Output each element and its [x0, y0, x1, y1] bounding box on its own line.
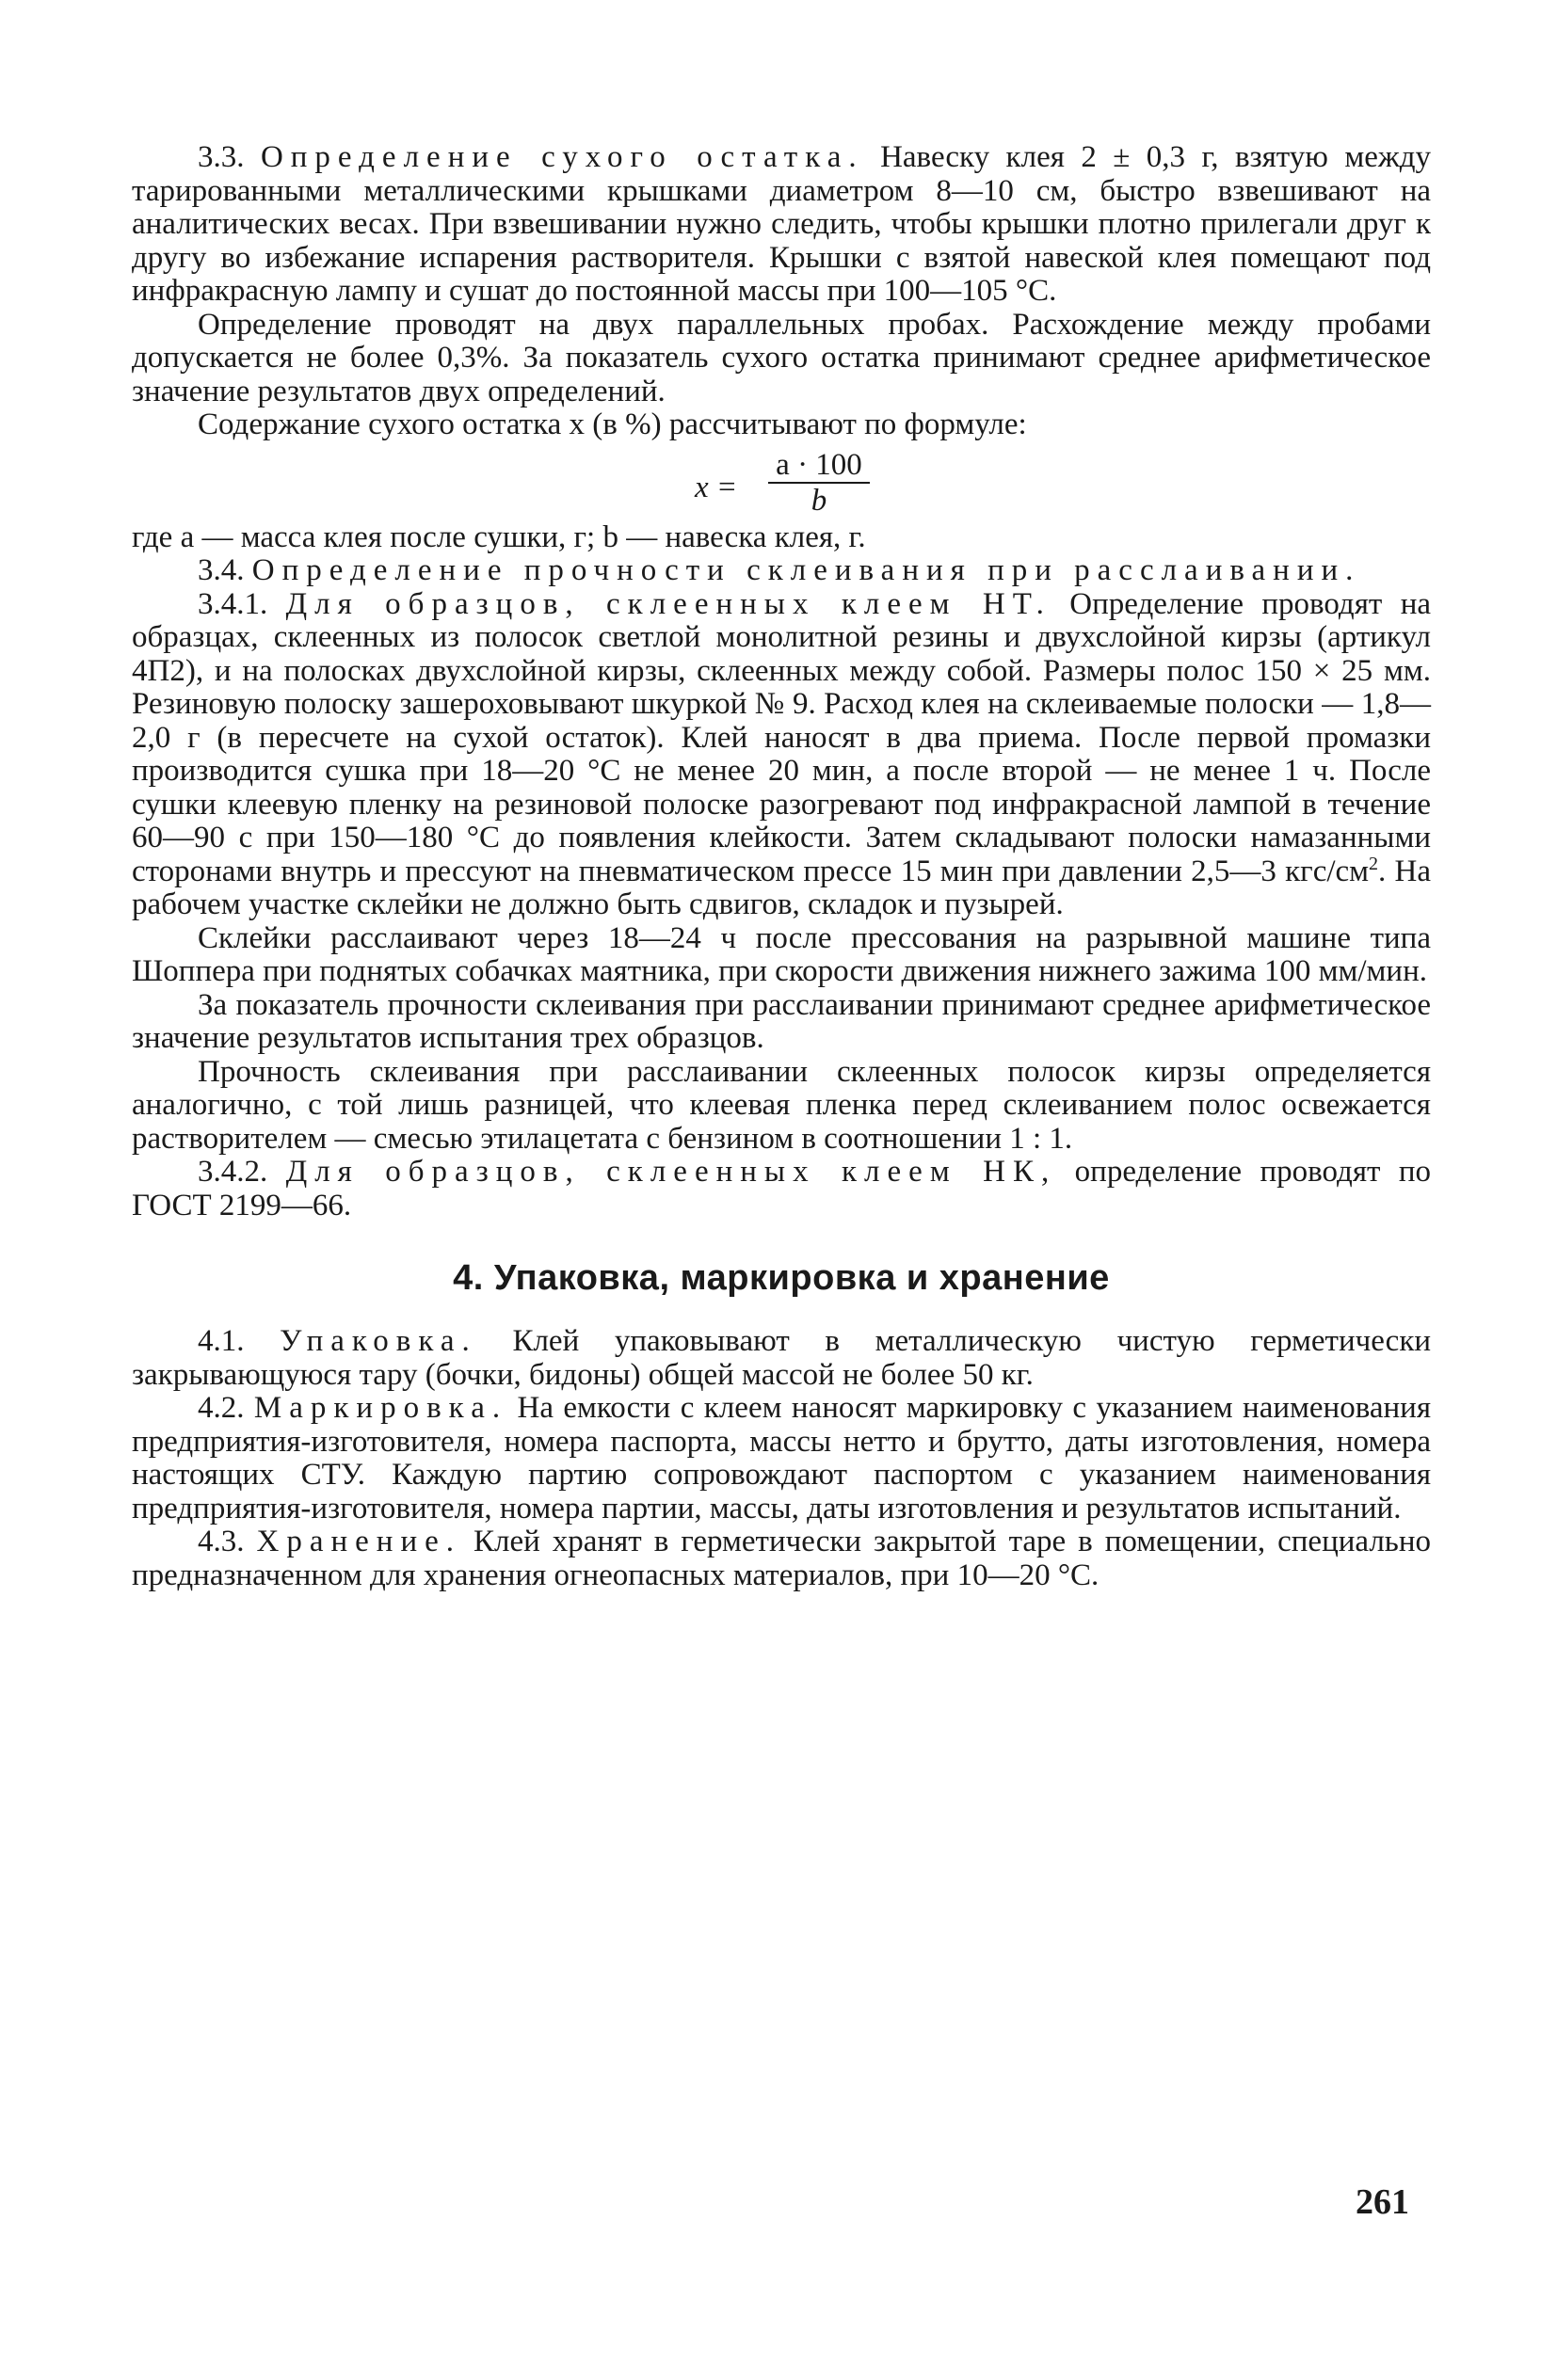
paragraph-formula-intro: Содержание сухого остатка x (в %) рассчитывают по формуле: — [198, 407, 1027, 441]
paragraph-delamination: Склейки расслаивают через 18—24 ч после прессования на разрывной машине типа Шоппера при поднятых собачках маятника, при скорости движения нижнего зажима 100 мм/мин. — [132, 920, 1431, 988]
section-4-3-number: 4.3. — [198, 1525, 245, 1558]
section-3-4-1-number: 3.4.1. — [198, 586, 268, 621]
section-4-1-title: Упаковка. — [280, 1324, 477, 1358]
section-3-3 — [132, 141, 1431, 309]
section-3-4 — [132, 554, 1431, 588]
section-4-1-text: Клей упаковывают в металлическую чистую герметически закрывающуюся тару (бочки, бидоны) общей массой не более 50 кг. — [132, 1324, 1432, 1392]
section-3-3-title: Определение сухого остатка. — [260, 140, 864, 174]
section-3-4-1-text: Определение проводят на образцах, склеенных из полосок светлой монолитной резины и двухслойной кирзы (артикул 4П2), и на полосках двухслойной кирзы, склеенных между собой. Размеры полос 150 × 25 мм. Резиновую полоску зашероховывают шкуркой № 9. Расход клея на склеиваемые полоски — 1,8—2,0 г (в пересчете на сухой остаток). Клей наносят в два приема. После первой промазки производится сушка при 18—20 °С не менее 20 мин, а после второй — не менее 1 ч. После сушки клеевую пленку на резиновой полоске разогревают под инфракрасной лампой в течение 60—90 с при 150—180 °С до появления клейкости. Затем складывают полоски намазанными сторонами внутрь и прессуют на пневматическом прессе 15 мин при давлении 2,5—3 кгс/см — [132, 586, 1432, 888]
section-3-3-text: Навеску клея 2 ± 0,3 г, взятую между тарированными металлическими крышками диаметром 8—10 см, быстро взвешивают на аналитических весах. При взвешивании нужно следить, чтобы крышки плотно прилегали друг к другу во избежание испарения растворителя. Крышки с взятой навеской клея помещают под инфракрасную лампу и сушат до постоянной массы при 100—105 °С. — [132, 140, 1431, 308]
formula-lhs: x = — [695, 470, 738, 504]
page-body — [132, 141, 1431, 1592]
paragraph-where: где a — масса клея после сушки, г; b — навеска клея, г. — [132, 519, 866, 554]
section-3-4-number: 3.4. — [198, 553, 245, 587]
formula-numerator: a · 100 — [776, 447, 862, 482]
section-4-1 — [132, 1325, 1431, 1392]
section-3-4-1-title: Для образцов, склеенных клеем НТ. — [285, 586, 1051, 621]
section-3-3-number: 3.3. — [198, 140, 245, 174]
formula-fraction — [762, 448, 875, 518]
formula-denominator: b — [811, 483, 827, 518]
section-4-3-text: Клей хранят в герметически закрытой таре в помещении, специально предназначенном для хранения огнеопасных материалов, при 10—20 °С. — [132, 1525, 1432, 1592]
section-4-3 — [132, 1525, 1431, 1592]
section-4-2 — [132, 1392, 1431, 1525]
dry-residue-formula — [132, 448, 1431, 521]
paragraph-parallel-samples: Определение проводят на двух параллельных пробах. Расхождение между пробами допускается не более 0,3%. За показатель сухого остатка принимают среднее арифметическое значение результатов двух определений. — [132, 307, 1431, 408]
section-3-4-1 — [132, 588, 1431, 922]
section-3-4-title: Определение прочности склеивания при расслаивании. — [251, 553, 1361, 587]
section-3-4-1-text-end: . На рабочем участке склейки не должно быть сдвигов, складок и пузырей. — [132, 854, 1431, 921]
superscript-2: 2 — [1369, 853, 1379, 874]
section-3-4-2-number: 3.4.2. — [198, 1155, 268, 1189]
section-4-2-number: 4.2. — [198, 1391, 245, 1425]
section-3-4-2 — [132, 1156, 1431, 1222]
paragraph-strength-indicator: За показатель прочности склеивания при расслаивании принимают среднее арифметическое значение результатов испытания трех образцов. — [132, 987, 1431, 1055]
section-4-3-title: Хранение. — [256, 1525, 462, 1558]
section-4-2-title: Маркировка. — [253, 1391, 508, 1425]
section-3-4-2-text: определение проводят по ГОСТ 2199—66. — [132, 1155, 1432, 1222]
section-4-heading: 4. Упаковка, маркировка и хранение — [453, 1258, 1110, 1298]
section-4-2-text: На емкости с клеем наносят маркировку с указанием наименования предприятия-изготовителя, номера паспорта, массы нетто и брутто, даты изготовления, номера настоящих СТУ. Каждую партию сопровождают паспортом с указанием наименования предприятия-изготовителя, номера партии, массы, даты изготовления и результатов испытаний. — [132, 1391, 1431, 1525]
section-4-1-number: 4.1. — [198, 1324, 245, 1358]
section-3-4-2-title: Для образцов, склеенных клеем НК, — [285, 1155, 1057, 1189]
paragraph-kirza: Прочность склеивания при расслаивании склеенных полосок кирзы определяется аналогично, с той лишь разницей, что клеевая пленка перед склеиванием полос освежается растворителем — смесью этилацетата с бензином в соотношении 1 : 1. — [132, 1054, 1431, 1156]
page-number: 261 — [1356, 2182, 1409, 2222]
